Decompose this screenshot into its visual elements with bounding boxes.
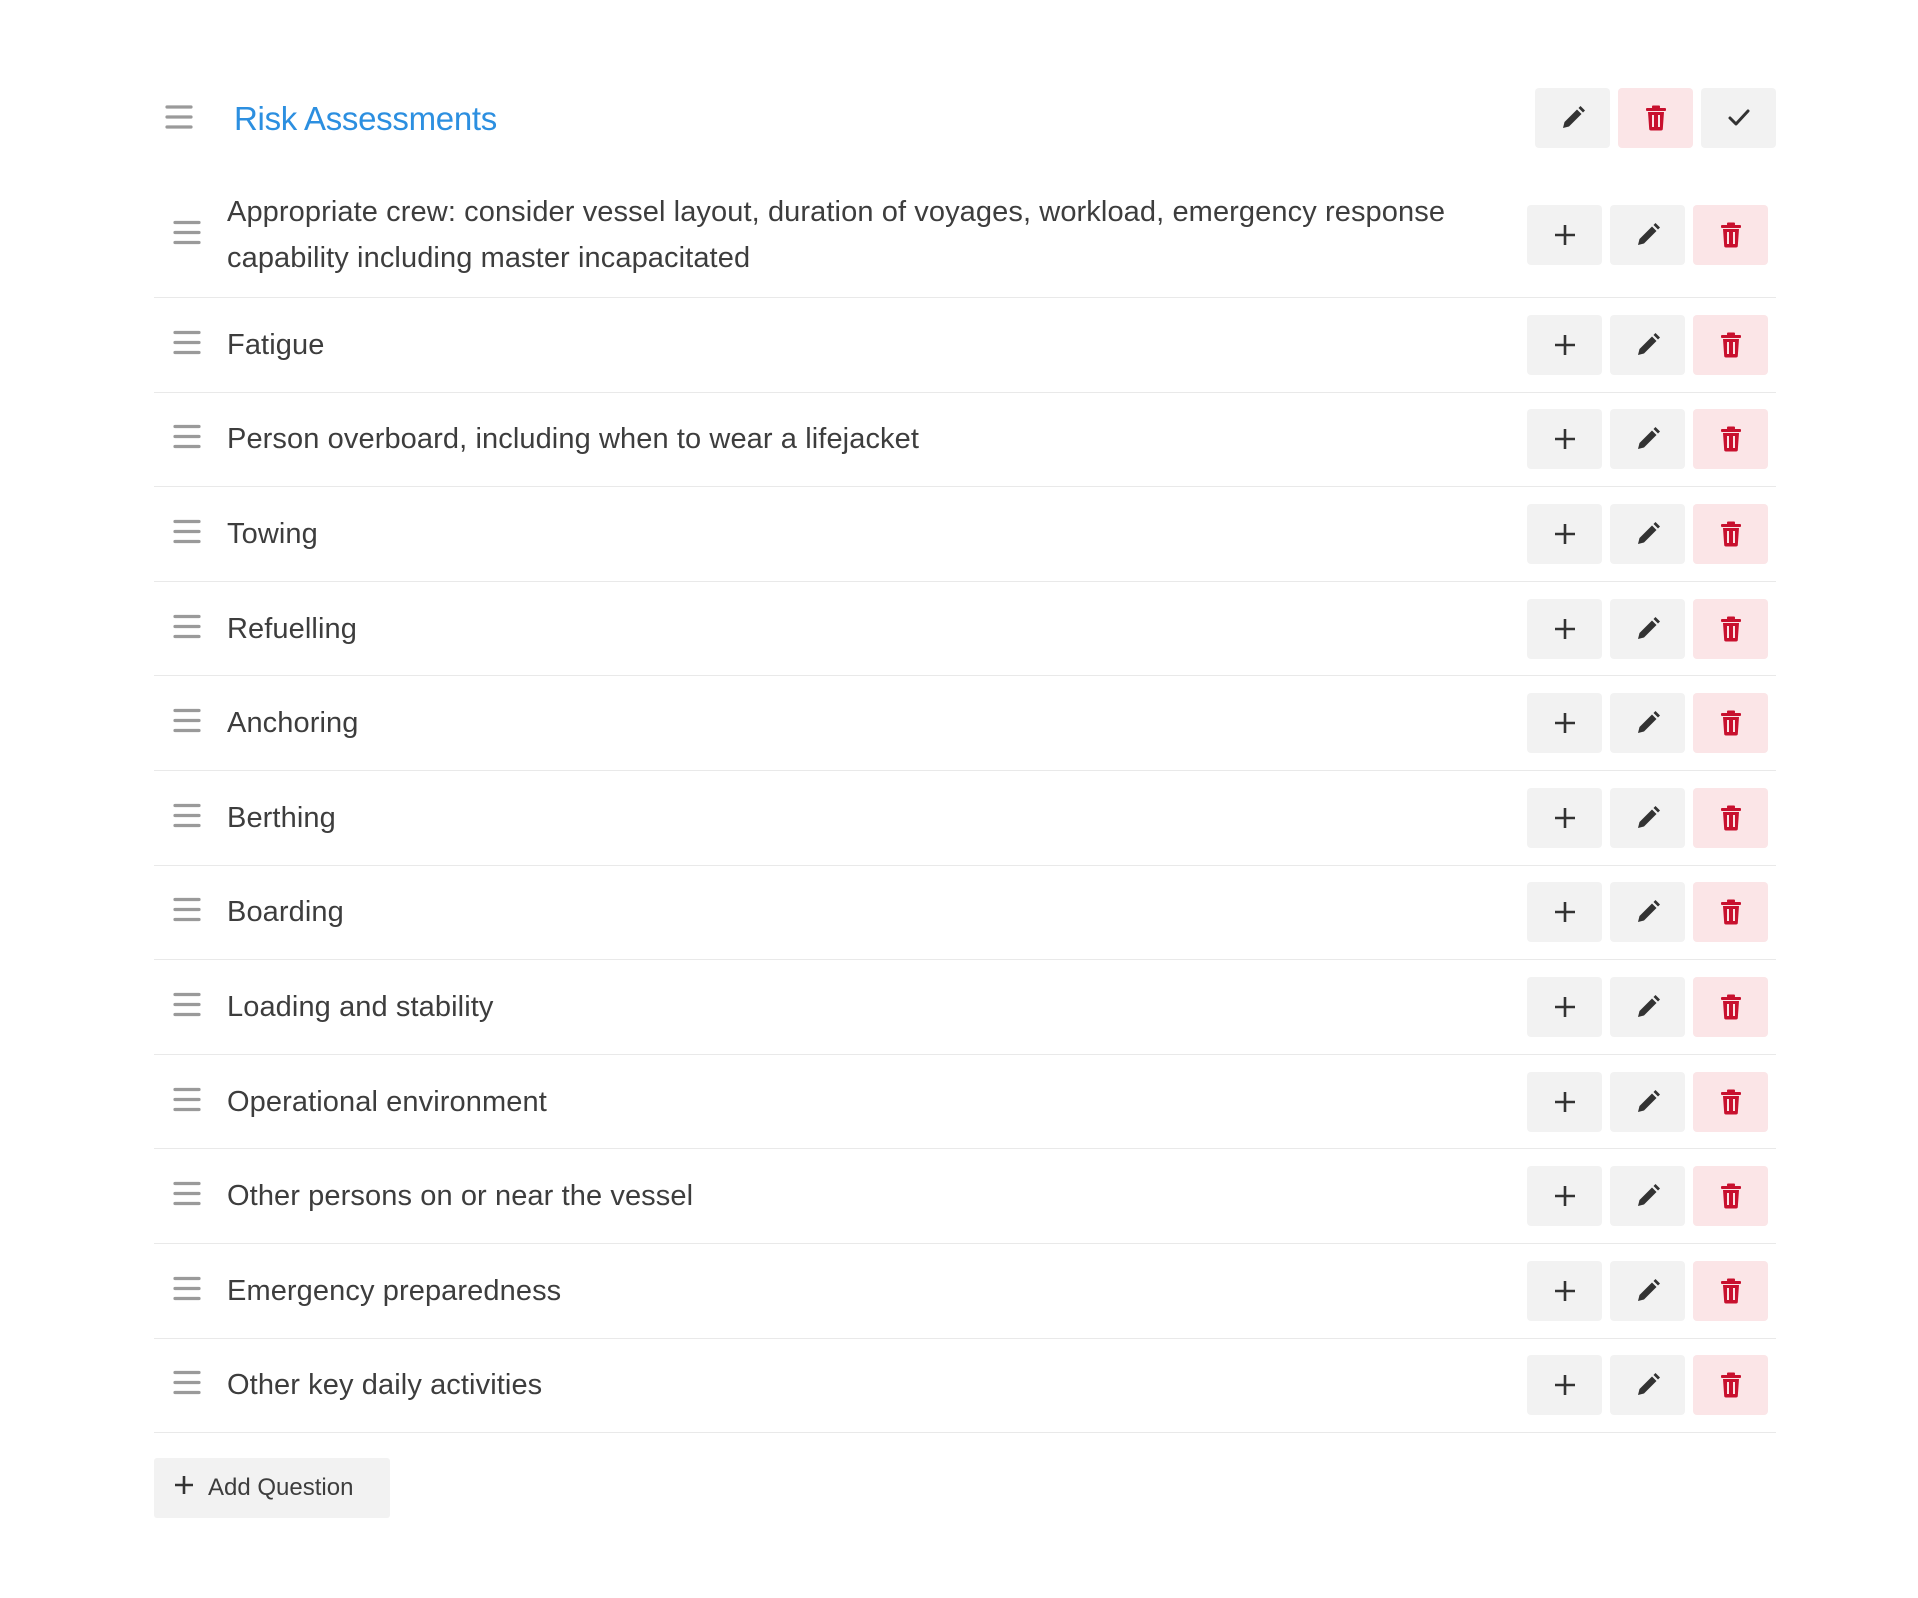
drag-handle-icon[interactable] [173,613,201,644]
question-label: Boarding [227,896,344,929]
delete-question-button[interactable] [1693,1355,1768,1415]
edit-question-button[interactable] [1610,1355,1685,1415]
delete-question-button[interactable] [1693,1166,1768,1226]
delete-question-button[interactable] [1693,1072,1768,1132]
trash-icon [1720,1278,1742,1304]
edit-question-button[interactable] [1610,882,1685,942]
edit-question-button[interactable] [1610,205,1685,265]
pencil-icon [1635,332,1661,358]
plus-icon [1554,523,1576,545]
question-row [154,1244,1776,1339]
plus-icon [1554,334,1576,356]
question-label: Fatigue [227,328,325,361]
drag-handle-icon[interactable] [173,1181,201,1212]
delete-section-button[interactable] [1618,88,1693,148]
trash-icon [1720,521,1742,547]
trash-icon [1720,222,1742,248]
trash-icon [1720,332,1742,358]
trash-icon [1720,1089,1742,1115]
drag-handle-icon[interactable] [173,1370,201,1401]
question-row [154,582,1776,677]
add-question-button[interactable] [154,1458,390,1518]
question-label: Refuelling [227,612,357,645]
delete-question-button[interactable] [1693,882,1768,942]
plus-icon [1554,1091,1576,1113]
drag-handle-icon[interactable] [173,329,201,360]
plus-icon [1554,1280,1576,1302]
question-actions [1527,205,1768,265]
question-row [154,676,1776,771]
edit-question-button[interactable] [1610,599,1685,659]
trash-icon [1720,426,1742,452]
question-actions [1527,977,1768,1037]
section-header [154,88,1776,150]
pencil-icon [1560,105,1586,131]
pencil-icon [1635,222,1661,248]
question-actions [1527,409,1768,469]
add-sub-item-button[interactable] [1527,599,1602,659]
delete-question-button[interactable] [1693,977,1768,1037]
edit-question-button[interactable] [1610,315,1685,375]
question-label: Berthing [227,801,336,834]
risk-assessments-panel [154,88,1776,1402]
delete-question-button[interactable] [1693,1261,1768,1321]
section-actions [1535,88,1776,148]
trash-icon [1720,616,1742,642]
question-actions [1527,504,1768,564]
edit-question-button[interactable] [1610,1166,1685,1226]
trash-icon [1720,805,1742,831]
question-label: Person overboard, including when to wear a lifejacket [227,423,920,456]
question-actions [1527,788,1768,848]
add-sub-item-button[interactable] [1527,788,1602,848]
question-row [154,298,1776,393]
pencil-icon [1635,1372,1661,1398]
drag-handle-icon[interactable] [173,1086,201,1117]
check-icon [1727,108,1751,128]
trash-icon [1720,1183,1742,1209]
drag-handle-icon[interactable] [173,424,201,455]
edit-question-button[interactable] [1610,1072,1685,1132]
trash-icon [1720,899,1742,925]
drag-handle-icon[interactable] [173,1275,201,1306]
edit-question-button[interactable] [1610,409,1685,469]
pencil-icon [1635,521,1661,547]
question-actions [1527,693,1768,753]
plus-icon [1554,618,1576,640]
drag-handle-icon[interactable] [165,104,193,135]
pencil-icon [1635,899,1661,925]
question-label: Anchoring [227,707,359,740]
question-label: Appropriate crew: consider vessel layout, duration of voyages, workload, emergency response capability including master incapacitated [227,196,1446,274]
drag-handle-icon[interactable] [173,802,201,833]
add-sub-item-button[interactable] [1527,1072,1602,1132]
edit-question-button[interactable] [1610,977,1685,1037]
delete-question-button[interactable] [1693,693,1768,753]
delete-question-button[interactable] [1693,599,1768,659]
edit-question-button[interactable] [1610,693,1685,753]
question-row [154,487,1776,582]
question-row [154,960,1776,1055]
delete-question-button[interactable] [1693,788,1768,848]
drag-handle-icon[interactable] [173,518,201,549]
add-sub-item-button[interactable] [1527,1166,1602,1226]
trash-icon [1720,994,1742,1020]
add-sub-item-button[interactable] [1527,977,1602,1037]
question-row [154,1339,1776,1434]
delete-question-button[interactable] [1693,205,1768,265]
drag-handle-icon[interactable] [173,708,201,739]
pencil-icon [1635,805,1661,831]
add-sub-item-button[interactable] [1527,693,1602,753]
plus-icon [1554,807,1576,829]
question-label: Towing [227,517,318,550]
question-actions [1527,1166,1768,1226]
edit-section-button[interactable] [1535,88,1610,148]
plus-icon [1554,901,1576,923]
add-sub-item-button[interactable] [1527,1355,1602,1415]
edit-question-button[interactable] [1610,1261,1685,1321]
plus-icon [1554,428,1576,450]
question-list [154,173,1776,1433]
add-sub-item-button[interactable] [1527,205,1602,265]
add-sub-item-button[interactable] [1527,882,1602,942]
plus-icon [1554,996,1576,1018]
pencil-icon [1635,616,1661,642]
trash-icon [1720,710,1742,736]
question-label: Other persons on or near the vessel [227,1180,694,1213]
add-sub-item-button[interactable] [1527,315,1602,375]
question-label: Operational environment [227,1085,547,1118]
trash-icon [1720,1372,1742,1398]
trash-icon [1645,105,1667,131]
question-row [154,866,1776,961]
confirm-section-button[interactable] [1701,88,1776,148]
delete-question-button[interactable] [1693,315,1768,375]
question-actions [1527,1072,1768,1132]
pencil-icon [1635,1183,1661,1209]
question-actions [1527,599,1768,659]
drag-handle-icon[interactable] [173,991,201,1022]
delete-question-button[interactable] [1693,409,1768,469]
question-label: Loading and stability [227,990,494,1023]
plus-icon [1554,1185,1576,1207]
question-actions [1527,315,1768,375]
add-sub-item-button[interactable] [1527,409,1602,469]
pencil-icon [1635,710,1661,736]
add-sub-item-button[interactable] [1527,504,1602,564]
question-row [154,771,1776,866]
drag-handle-icon[interactable] [173,220,201,251]
pencil-icon [1635,1089,1661,1115]
add-question-label: Add Question [208,1474,354,1501]
pencil-icon [1635,994,1661,1020]
delete-question-button[interactable] [1693,504,1768,564]
question-row [154,173,1776,298]
plus-icon [1554,1374,1576,1396]
section-title[interactable]: Risk Assessments [234,100,497,137]
pencil-icon [1635,1278,1661,1304]
plus-icon [1554,712,1576,734]
drag-handle-icon[interactable] [173,897,201,928]
question-actions [1527,1261,1768,1321]
add-sub-item-button[interactable] [1527,1261,1602,1321]
question-row [154,1055,1776,1150]
edit-question-button[interactable] [1610,788,1685,848]
question-actions [1527,1355,1768,1415]
question-actions [1527,882,1768,942]
plus-icon [1554,224,1576,246]
question-label: Other key daily activities [227,1369,543,1402]
edit-question-button[interactable] [1610,504,1685,564]
question-row [154,1149,1776,1244]
pencil-icon [1635,426,1661,452]
question-label: Emergency preparedness [227,1274,562,1307]
question-row [154,393,1776,488]
plus-icon [174,1474,194,1502]
